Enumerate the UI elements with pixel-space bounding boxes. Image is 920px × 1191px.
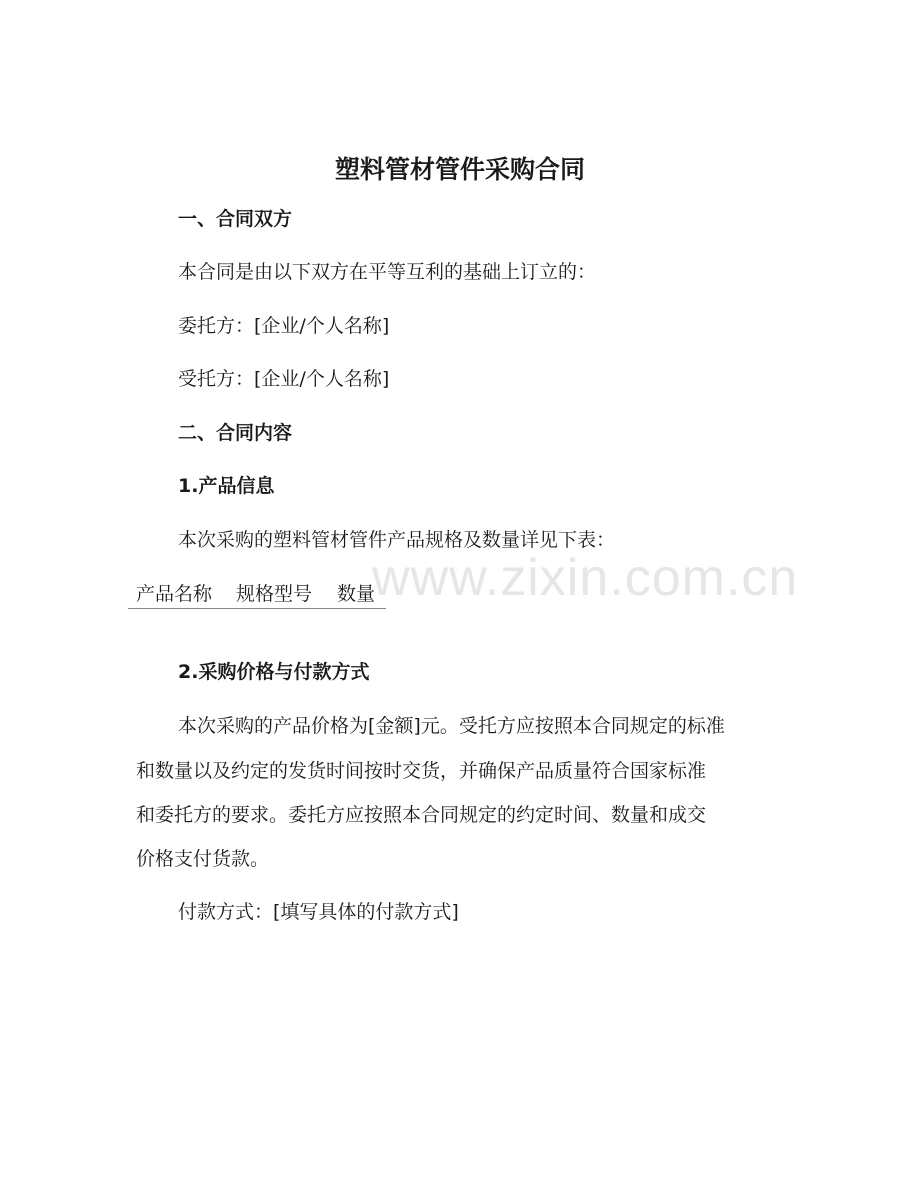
subsection-heading-product-info: 1.产品信息 (178, 475, 275, 497)
paragraph-line: 本次采购的产品价格为[金额]元。受托方应按照本合同规定的标准 (178, 715, 725, 737)
paragraph-line: 和数量以及约定的发货时间按时交货，并确保产品质量符合国家标准 (136, 760, 707, 782)
document-title: 塑料管材管件采购合同 (334, 155, 585, 184)
section-heading-content: 二、合同内容 (178, 422, 293, 444)
contractor-party: 受托方：[企业/个人名称] (178, 368, 390, 390)
payment-method: 付款方式：[填写具体的付款方式] (178, 901, 459, 923)
product-table-intro: 本次采购的塑料管材管件产品规格及数量详见下表： (178, 529, 616, 551)
product-table (128, 580, 386, 609)
table-header-product-name: 产品名称 (136, 583, 213, 605)
table-header-quantity: 数量 (337, 583, 376, 605)
section-heading-parties: 一、合同双方 (178, 208, 293, 230)
subsection-heading-price-payment: 2.采购价格与付款方式 (178, 661, 370, 683)
watermark: www.zixin.com.cn (372, 549, 799, 607)
paragraph-line: 价格支付货款。 (136, 848, 270, 870)
client-party: 委托方：[企业/个人名称] (178, 315, 390, 337)
table-header-spec-model: 规格型号 (236, 583, 313, 605)
paragraph-line: 和委托方的要求。委托方应按照本合同规定的约定时间、数量和成交 (136, 804, 707, 826)
parties-intro: 本合同是由以下双方在平等互利的基础上订立的： (178, 261, 597, 283)
